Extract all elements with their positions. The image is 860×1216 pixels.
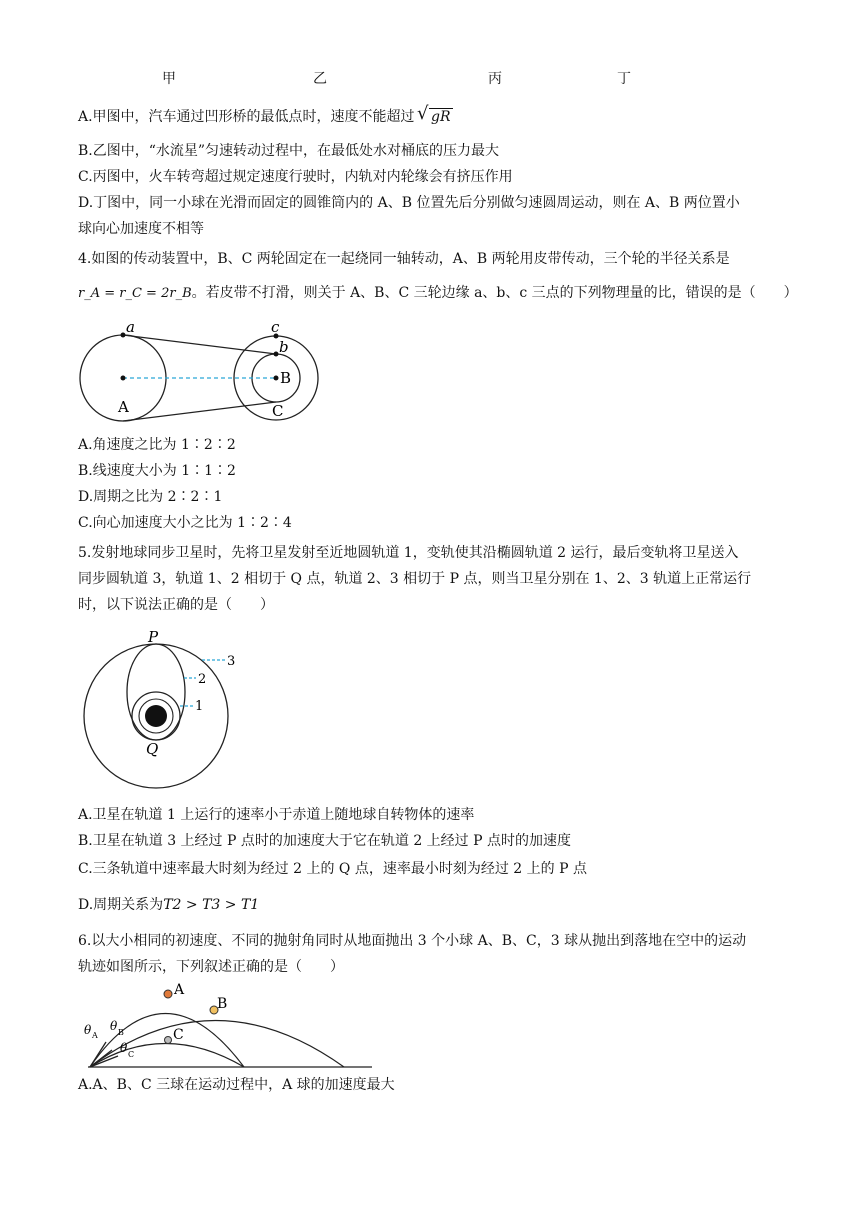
figure-label-yi: 乙 <box>313 71 327 87</box>
label-ball-A: A <box>174 982 185 998</box>
q3-option-d-line1: D.丁图中，同一小球在光滑而固定的圆锥筒内的 A、B 位置先后分别做匀速圆周运动，则在 A、B 两位置小 <box>78 195 740 211</box>
label-C: C <box>272 402 284 420</box>
label-theta-B-sub: B <box>118 1028 124 1037</box>
q5-stem-line2: 同步圆轨道 3，轨道 1、2 相切于 Q 点，轨道 2、3 相切于 P 点，则当卫星分别在 1、2、3 轨道上正常运行 <box>78 571 752 587</box>
label-c: c <box>271 318 280 336</box>
label-P: P <box>148 628 159 646</box>
q4-option-a: A.角速度之比为 1∶2∶2 <box>78 437 236 453</box>
figure-label-bing: 丙 <box>488 71 502 87</box>
q5-stem-line3: 时，以下说法正确的是（ ） <box>78 597 274 613</box>
label-A: A <box>118 398 129 416</box>
q4-option-b: B.线速度大小为 1∶1∶2 <box>78 463 236 479</box>
label-theta-C-sub: C <box>128 1050 135 1059</box>
q5-option-c: C.三条轨道中速率最大时刻为经过 2 上的 Q 点，速率最小时刻为经过 2 上的 P 点 <box>78 861 587 877</box>
q4-formula: r_A = r_C = 2r_B <box>78 286 192 301</box>
q5-option-d-text: D.周期关系为 <box>78 897 164 913</box>
label-theta-A: θ <box>84 1023 92 1037</box>
orbit-figure <box>84 628 264 798</box>
projectile-figure <box>84 980 384 1070</box>
q5-stem-line1: 5.发射地球同步卫星时，先将卫星发射至近地圆轨道 1，变轨使其沿椭圆轨道 2 运行，最后变轨将卫星送入 <box>78 545 739 561</box>
q6-stem-line2: 轨迹如图所示，下列叙述正确的是（ ） <box>78 959 344 975</box>
q3-option-c: C.丙图中，火车转弯超过规定速度行驶时，内轨对内轮缘会有挤压作用 <box>78 169 513 185</box>
label-b: b <box>279 338 289 356</box>
q5-option-a: A.卫星在轨道 1 上运行的速率小于赤道上随地球自转物体的速率 <box>78 807 475 823</box>
label-theta-A-sub: A <box>92 1031 98 1040</box>
label-orbit-2: 2 <box>198 672 207 687</box>
figure-label-ding: 丁 <box>617 71 631 87</box>
q4-stem-rest: 。若皮带不打滑，则关于 A、B、C 三轮边缘 a、b、c 三点的下列物理量的比，错误的是（ ） <box>191 285 798 301</box>
label-theta-C: θ <box>120 1041 128 1055</box>
q4-stem-line1: 4.如图的传动装置中，B、C 两轮固定在一起绕同一轴转动，A、B 两轮用皮带传动，三个轮的半径关系是 <box>78 251 730 267</box>
label-orbit-1: 1 <box>195 699 204 714</box>
q6-stem-line1: 6.以大小相同的初速度、不同的抛射角同时从地面抛出 3 个小球 A、B、C，3 球从抛出到落地在空中的运动 <box>78 933 747 949</box>
q5-option-b: B.卫星在轨道 3 上经过 P 点时的加速度大于它在轨道 2 上经过 P 点时的加速度 <box>78 833 571 849</box>
figure-label-jia: 甲 <box>162 71 176 87</box>
sqrt-gR: √ gR <box>419 108 453 126</box>
pulley-figure <box>78 320 338 430</box>
q3-option-a-text: A.甲图中，汽车通过凹形桥的最低点时，速度不能超过 <box>78 109 415 125</box>
label-ball-C: C <box>173 1027 184 1043</box>
label-Q: Q <box>146 740 159 758</box>
q3-option-d-line2: 球向心加速度不相等 <box>78 221 204 237</box>
label-B: B <box>280 369 292 387</box>
q6-option-a: A.A、B、C 三球在运动过程中，A 球的加速度最大 <box>78 1077 395 1093</box>
label-theta-B: θ <box>110 1019 118 1033</box>
label-ball-B: B <box>217 996 228 1012</box>
q4-stem-line2 <box>78 284 798 303</box>
q3-option-b: B.乙图中，“水流星”匀速转动过程中，在最低处水对桶底的压力最大 <box>78 143 500 159</box>
label-orbit-3: 3 <box>227 654 236 669</box>
q5-option-d <box>78 896 259 914</box>
label-a: a <box>126 318 135 336</box>
q4-option-d: D.周期之比为 2∶2∶1 <box>78 489 223 505</box>
q3-option-a <box>78 108 453 126</box>
q4-option-c: C.向心加速度大小之比为 1∶2∶4 <box>78 515 292 531</box>
q5-option-d-formula: T2 > T3 > T1 <box>163 897 260 913</box>
